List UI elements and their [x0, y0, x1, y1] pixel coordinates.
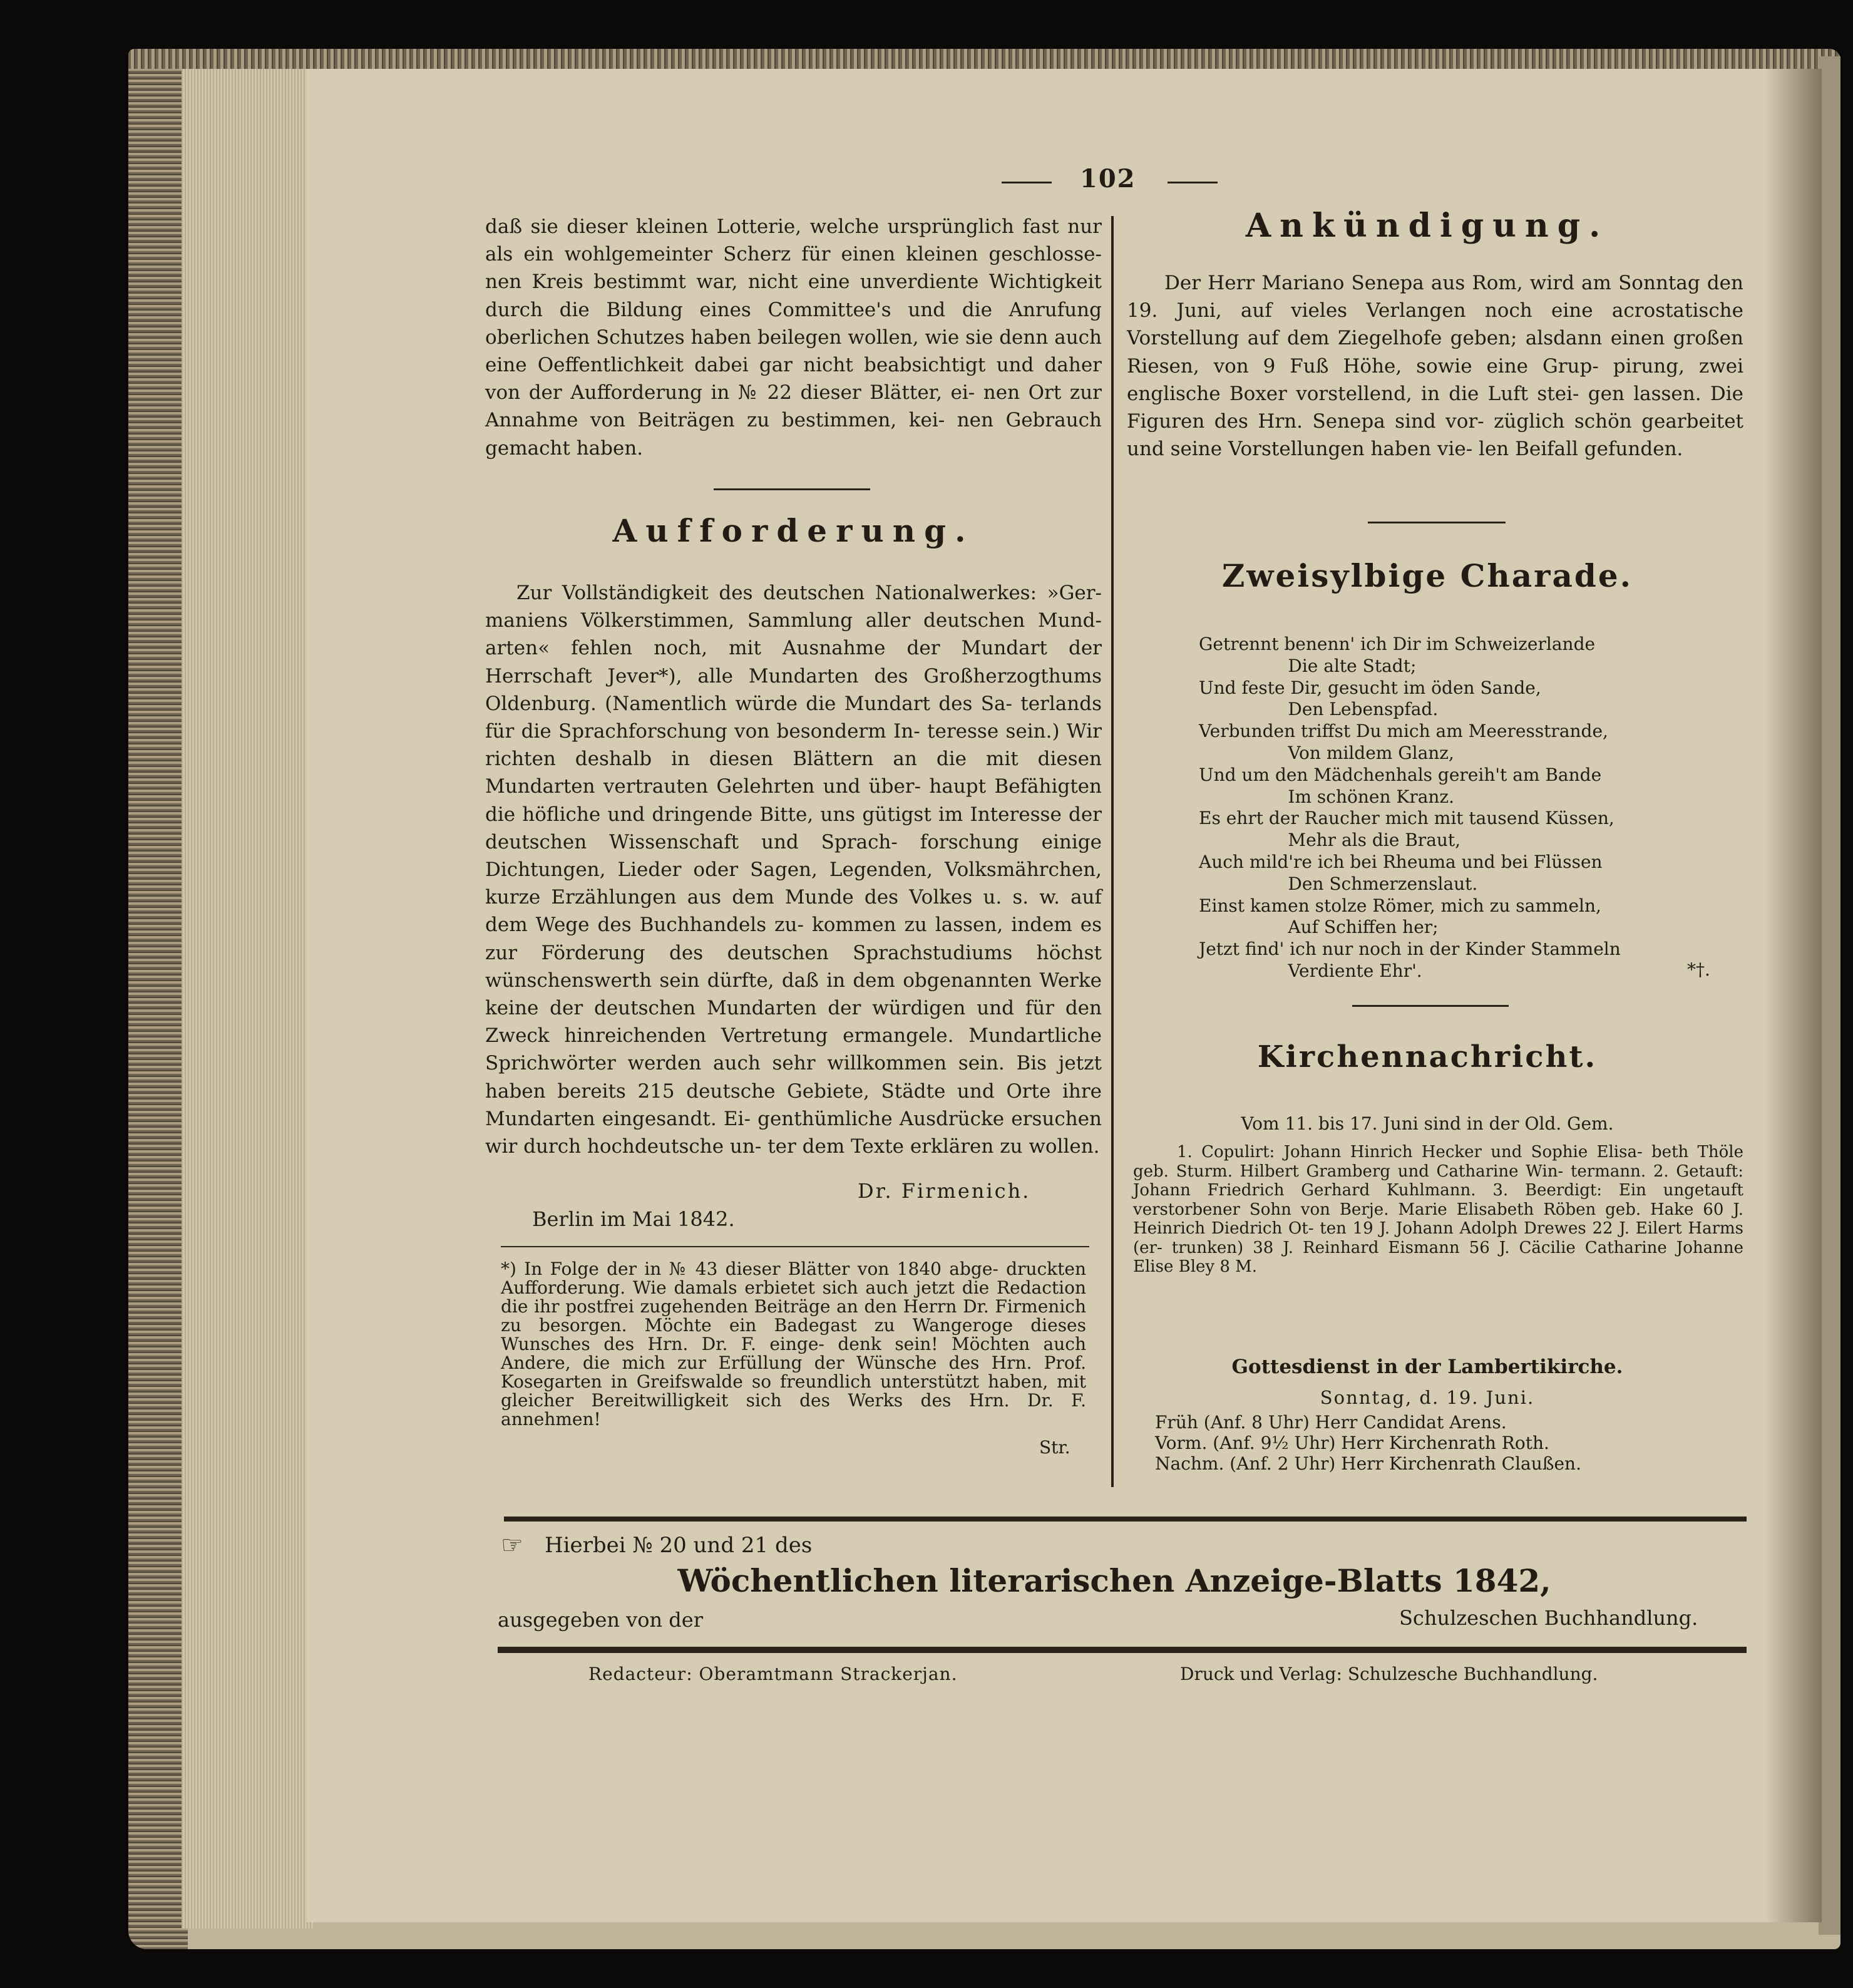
- footnote-rule: [501, 1246, 1089, 1247]
- charade-line: Getrennt benenn' ich Dir im Schweizerlande: [1199, 634, 1596, 654]
- footnote-text: *) In Folge der in № 43 dieser Blätter von 1840 abge- druckten Aufforderung. Wie damals erbietet sich auch jetzt die Redaction die ihr postfrei zugehenden Beiträge an den Herrn Dr. Firmenich zu besorgen. Möchte ein Badegast zu Wangeroge dieses Wunsches des Hrn. Dr. F. einge- denk sein! Möchten auch Andere, die mich zur Erfüllung der Wünsche des Hrn. Prof. Kosegarten in Greifswalde so freundlich unterstützt haben, mit gleicher Bereitwilligkeit sich des Werks des Hrn. Dr. F. annehmen!: [501, 1259, 1086, 1429]
- church-intro: Vom 11. bis 17. Juni sind in der Old. Gem.: [1241, 1113, 1614, 1134]
- charade-line: Verdiente Ehr'.: [1199, 960, 1422, 981]
- charade-line: Den Schmerzenslaut.: [1199, 873, 1478, 894]
- charade-line: Auch mild're ich bei Rheuma und bei Flüssen: [1199, 851, 1603, 872]
- church-text: 1. Copulirt: Johann Hinrich Hecker und Sophie Elisa- beth Thöle geb. Sturm. Hilbert Gramberg und Catharine Win- termann. 2. Getauft: Johann Friedrich Gerhard Kuhlmann. 3. Beerdigt: Ein ungetauft verstorbener Sohn von Berje. Marie Elisabeth Röben geb. Hake 60 J. Heinrich Diedrich Ot- ten 19 J. Johann Adolph Drewes 22 J. Eilert Harms (er- trunken) 38 J. Reinhard Eismann 56 J. Cäcilie Catharine Johanne Elise Bley 8 M.: [1133, 1143, 1743, 1276]
- page-number: 102: [1080, 164, 1136, 193]
- signature: Dr. Firmenich.: [858, 1179, 1031, 1203]
- service-date: Sonntag, d. 19. Juni.: [1320, 1387, 1535, 1408]
- charade-line: Verbunden triffst Du mich am Meeresstrande,: [1199, 721, 1608, 742]
- aufforderung-body: Zur Vollständigkeit des deutschen Nationalwerkes: »Ger- maniens Völkerstimmen, Sammlung aller deutschen Mund- arten« fehlen noch, mit Ausnahme der Mundart der Herrschaft Jever*), alle Mundarten des Großherzogthums Oldenburg. (Namentlich würde die Mundart des Sa- terlands für die Sprachforschung von besonderm In- teresse sein.) Wir richten deshalb in diesen Blättern an die mit diesen Mundarten vertrauten Gelehrten und über- haupt Befähigten die höfliche und dringende Bitte, uns gütigst im Interesse der deutschen Wissenschaft und Sprach- forschung einige Dichtungen, Lieder oder Sagen, Legenden, Volksmährchen, kurze Erzählungen aus dem Munde des Volkes u. s. w. auf dem Wege des Buchhandels zu- kommen zu lassen, indem es zur Förderung des deutschen Sprachstudiums höchst wünschenswerth sein dürfte, daß in dem obgenannten Werke keine der deutschen Mundarten der würdigen und für den Zweck hinreichenden Vertretung ermangele. Mundartliche Sprichwörter werden auch sehr willkommen sein. Bis jetzt haben bereits 215 deutsche Gebiete, Städte und Orte ihre Mundarten eingesandt. Ei- genthümliche Ausdrücke ersuchen wir durch hochdeutsche un- ter dem Texte erklären zu wollen.: [485, 582, 1102, 1158]
- footnote: [501, 1260, 1086, 1429]
- section-rule-2: [1368, 522, 1506, 523]
- notice-line: Hierbei № 20 und 21 des: [545, 1533, 813, 1558]
- cover-texture-top: [128, 49, 1840, 69]
- charade-poem: [1199, 634, 1737, 982]
- announcement-block: [1127, 269, 1743, 463]
- page-number-dash-right: [1168, 182, 1218, 183]
- charade-line: Es ehrt der Raucher mich mit tausend Küssen,: [1199, 808, 1614, 829]
- supplement-title: Wöchentlichen literarischen Anzeige-Blatts 1842,: [677, 1562, 1551, 1599]
- adjacent-page: [1819, 56, 1840, 1935]
- page-stack-edge: [182, 69, 313, 1929]
- charade-sign: *†.: [1687, 959, 1710, 980]
- service-list: [1155, 1412, 1718, 1474]
- charade-line: Den Lebenspfad.: [1199, 699, 1439, 720]
- footnote-sign: Str.: [1039, 1437, 1070, 1458]
- page-number-dash-left: [1002, 182, 1052, 183]
- announcement-text: Der Herr Mariano Senepa aus Rom, wird am Sonntag den 19. Juni, auf vieles Verlangen noch eine acrostatische Vorstellung auf dem Ziegelhofe geben; alsdann einen großen Riesen, von 9 Fuß Höhe, sowie eine Grup- pirung, zwei englische Boxer vorstellend, in die Luft stei- gen lassen. Die Figuren des Hrn. Senepa sind vor- züglich schön gearbeitet und seine Vorstellungen haben vie- len Beifall gefunden.: [1127, 272, 1743, 461]
- charade-line: Auf Schiffen her;: [1199, 917, 1439, 938]
- church-block: [1133, 1143, 1743, 1277]
- charade-line: Und um den Mädchenhals gereih't am Bande: [1199, 764, 1602, 785]
- service-item: Vorm. (Anf. 9½ Uhr) Herr Kirchenrath Roth.: [1155, 1433, 1549, 1453]
- printer-line: Druck und Verlag: Schulzesche Buchhandlung.: [1180, 1664, 1598, 1684]
- section-rule: [714, 488, 870, 490]
- service-item: Nachm. (Anf. 2 Uhr) Herr Kirchenrath Claußen.: [1155, 1453, 1581, 1474]
- cover-texture: [128, 49, 188, 1949]
- service-item: Früh (Anf. 8 Uhr) Herr Candidat Arens.: [1155, 1412, 1507, 1433]
- heading-ankuendigung: Ankündigung.: [1245, 207, 1609, 245]
- charade-line: Von mildem Glanz,: [1199, 742, 1454, 763]
- charade-line: Und feste Dir, gesucht im öden Sande,: [1199, 677, 1541, 698]
- service-heading: Gottesdienst in der Lambertikirche.: [1231, 1356, 1623, 1378]
- aufforderung-block: [485, 579, 1102, 1160]
- issued-right: Schulzeschen Buchhandlung.: [1399, 1606, 1698, 1630]
- charade-line: Im schönen Kranz.: [1199, 786, 1455, 807]
- heading-charade: Zweisylbige Charade.: [1221, 557, 1633, 594]
- gutter-shadow: [1765, 69, 1822, 1922]
- heading-aufforderung: Aufforderung.: [612, 512, 975, 549]
- intro-paragraph: daß sie dieser kleinen Lotterie, welche ursprünglich fast nur als ein wohlgemeinter Scherz für einen kleinen geschlosse- nen Kreis bestimmt war, nicht eine unverdiente Wichtigkeit durch die Bildung eines Committee's und die Anrufung oberlichen Schutzes haben beilegen wollen, wie sie denn auch eine Oeffentlichkeit dabei gar nicht beabsichtigt und daher von der Aufforderung in № 22 dieser Blätter, ei- nen Ort zur Annahme von Beiträgen zu bestimmen, kei- nen Gebrauch gemacht haben.: [485, 215, 1102, 460]
- left-column: [485, 213, 1102, 462]
- bottom-rule-bottom: [498, 1647, 1747, 1653]
- charade-line: Mehr als die Braut,: [1199, 830, 1461, 851]
- pointing-hand-icon: ☞: [501, 1531, 523, 1560]
- heading-kirchennachricht: Kirchennachricht.: [1257, 1039, 1598, 1074]
- charade-line: Die alte Stadt;: [1199, 655, 1417, 676]
- charade-line: Einst kamen stolze Römer, mich zu sammeln,: [1199, 895, 1601, 916]
- column-divider: [1111, 216, 1114, 1487]
- editor-line: Redacteur: Oberamtmann Strackerjan.: [588, 1664, 958, 1684]
- place-date: Berlin im Mai 1842.: [532, 1207, 735, 1231]
- issued-left: ausgegeben von der: [498, 1608, 703, 1632]
- section-rule-3: [1352, 1005, 1509, 1007]
- bottom-rule-top: [504, 1517, 1747, 1522]
- charade-line: Jetzt find' ich nur noch in der Kinder Stammeln: [1199, 939, 1621, 960]
